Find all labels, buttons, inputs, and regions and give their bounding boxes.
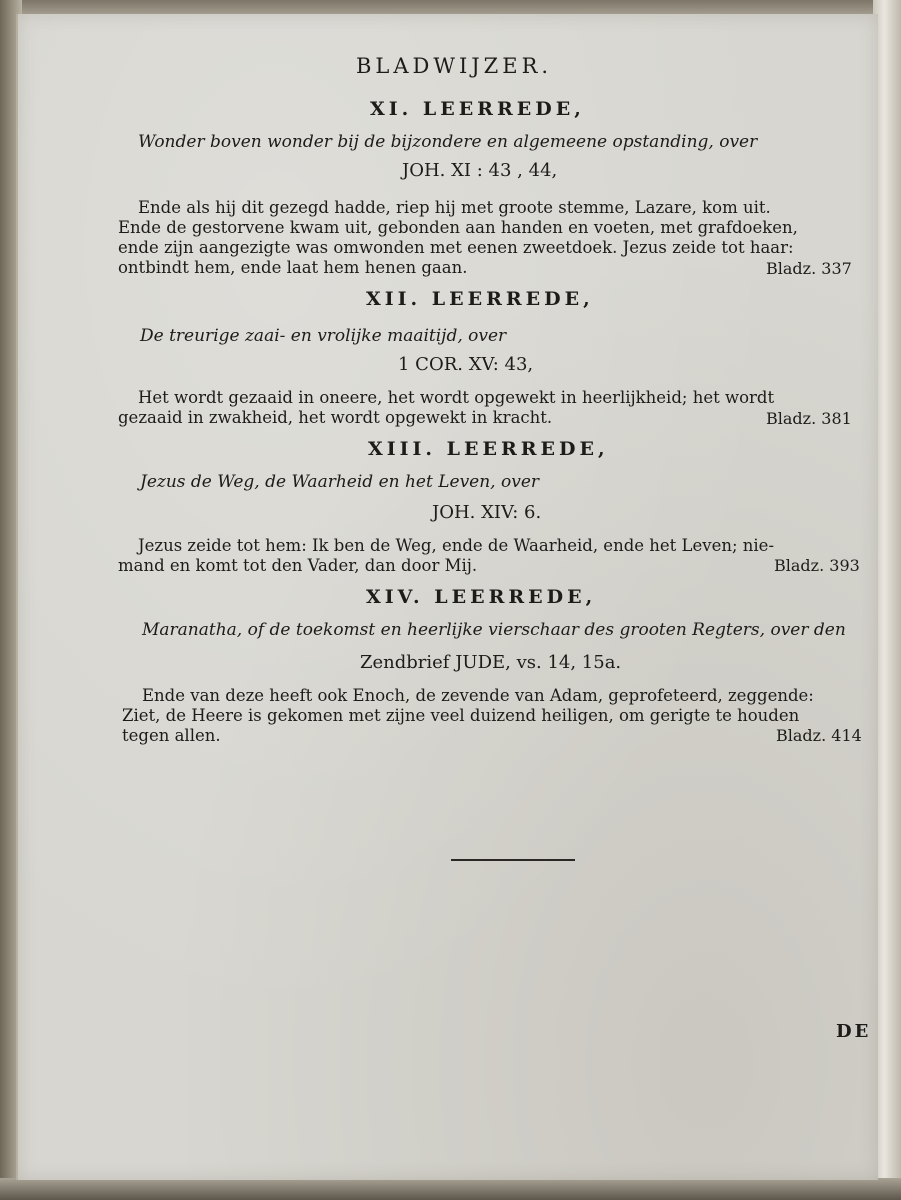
book-page (16, 14, 878, 1180)
scripture-reference: 1 COR. XV: 43, (398, 354, 534, 375)
sermon-heading: XIII. LEERREDE, (368, 438, 609, 460)
catchword: DE (836, 1021, 872, 1042)
sermon-heading: XII. LEERREDE, (366, 288, 594, 310)
sermon-theme: De treurige zaai- en vrolijke maaitijd, over (140, 326, 507, 346)
sermon-theme: Jezus de Weg, de Waarheid en het Leven, over (140, 472, 540, 492)
scripture-line: ende zijn aangezigte was omwonden met eenen zweetdoek. Jezus zeide tot haar: (118, 238, 794, 257)
scripture-line: Ende als hij dit gezegd hadde, riep hij met groote stemme, Lazare, kom uit. (138, 198, 771, 217)
sermon-heading: XIV. LEERREDE, (366, 586, 597, 608)
scripture-line: gezaaid in zwakheid, het wordt opgewekt in kracht. (118, 408, 553, 427)
scripture-line: tegen allen. (122, 726, 221, 745)
section-divider (451, 859, 575, 861)
scripture-line: mand en komt tot den Vader, dan door Mij. (118, 556, 478, 575)
scripture-line: Het wordt gezaaid in oneere, het wordt opgewekt in heerlijkheid; het wordt (138, 388, 775, 407)
page-number-ref: Bladz. 337 (766, 259, 852, 278)
scripture-reference: JOH. XI : 43 , 44, (402, 160, 558, 181)
scripture-line: Jezus zeide tot hem: Ik ben de Weg, ende de Waarheid, ende het Leven; nie- (138, 536, 775, 555)
scripture-reference: JOH. XIV: 6. (432, 502, 542, 523)
page-number-ref: Bladz. 414 (776, 726, 862, 745)
page-number-ref: Bladz. 381 (766, 409, 852, 428)
page-title: BLADWIJZER. (356, 54, 553, 78)
sermon-theme: Wonder boven wonder bij de bijzondere en algemeene opstanding, over (138, 132, 758, 152)
sermon-theme: Maranatha, of de toekomst en heerlijke vierschaar des grooten Regters, over den (142, 620, 846, 640)
scripture-line: Ende van deze heeft ook Enoch, de zevende van Adam, geprofeteerd, zeggende: (142, 686, 814, 705)
sermon-heading: XI. LEERREDE, (370, 98, 585, 120)
page-number-ref: Bladz. 393 (774, 556, 860, 575)
scripture-line: Ziet, de Heere is gekomen met zijne veel duizend heiligen, om gerigte te houden (122, 706, 800, 725)
scripture-reference: Zendbrief JUDE, vs. 14, 15a. (360, 652, 622, 673)
scripture-line: ontbindt hem, ende laat hem henen gaan. (118, 258, 468, 277)
scripture-line: Ende de gestorvene kwam uit, gebonden aan handen en voeten, met grafdoeken, (118, 218, 798, 237)
book-cover-bottom (0, 1178, 901, 1200)
